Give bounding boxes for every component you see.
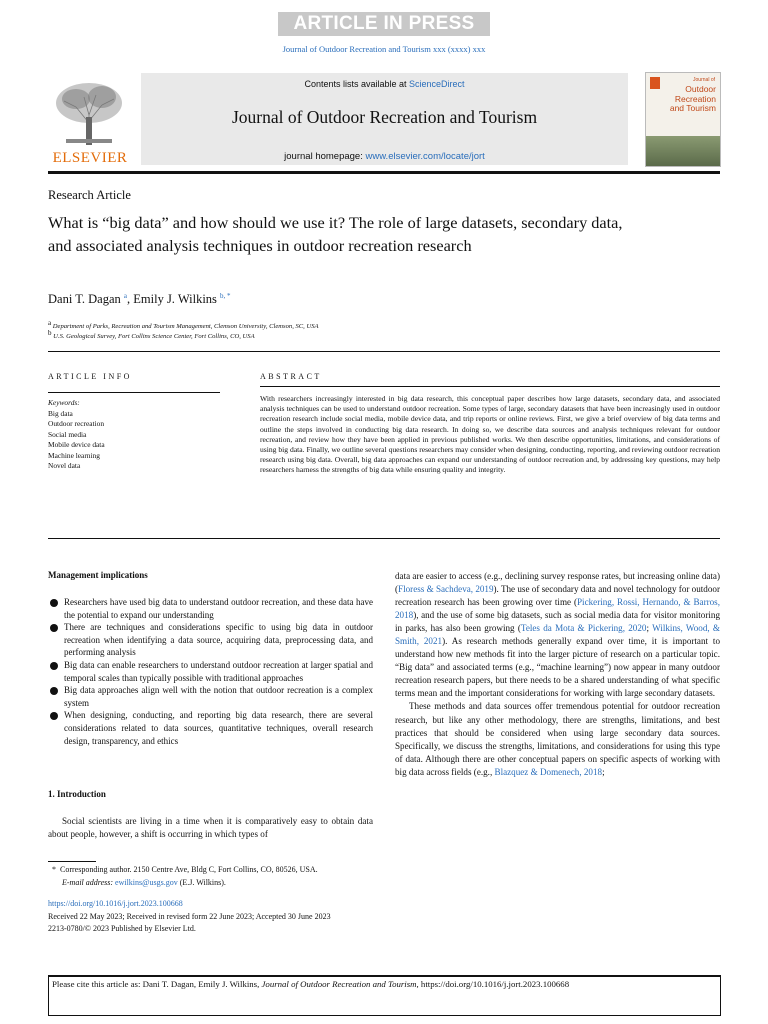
contents-line: Contents lists available at ScienceDirect <box>304 79 465 89</box>
keyword: Mobile device data <box>48 440 105 449</box>
author-affiliation-mark[interactable]: a <box>123 292 128 300</box>
bullet-icon <box>50 687 58 695</box>
reference-link[interactable]: Floress & Sachdeva, 2019 <box>398 584 494 595</box>
author-list: Dani T. Dagan $^a$, Emily J. Wilkins $^{b, *}$ <box>48 292 231 307</box>
article-info-heading: ARTICLE INFO <box>48 372 132 381</box>
article-title: What is “big data” and how should we use it? The role of large datasets, secondary data, and associated analysis techniques in outdoor recreation research <box>48 213 623 255</box>
affiliation: $^b$ U.S. Geological Survey, Fort Collins Science Center, Fort Collins, CO, USA <box>48 329 255 341</box>
publication-info <box>48 898 331 936</box>
affiliation: $^a$ Department of Parks, Recreation and Tourism Management, Clemson University, Clemson, SC, USA <box>48 319 319 331</box>
publisher-wordmark: ELSEVIER <box>52 150 128 166</box>
reference-link[interactable]: Wilkins, Wood, & Smith, 2021 <box>395 623 721 647</box>
introduction-paragraph: Social scientists are living in a time when it is comparatively easy to obtain data about people, however, a shift is occurring in which types of <box>48 816 373 840</box>
footnote-rule <box>48 861 96 862</box>
cover-line: Journal of <box>693 77 715 83</box>
body-paragraph: These methods and data sources offer tremendous potential for outdoor recreation research, but like any other methodology, there are strengths, limitations, and best practices that should be considered when using large secondary data sources. Specifically, we discuss the strengths, limitations, and considerations for using this type of data. Although there are other conceptual papers on specific aspects of working with big data across fields (e.g., Blazquez & Domenech, 2018; <box>395 701 720 777</box>
bullet-icon <box>50 662 58 670</box>
abstract-heading: ABSTRACT <box>260 372 322 381</box>
footnote: * Corresponding author. 2150 Centre Ave, Bldg C, Fort Collins, CO, 80526, USA. E-mail address: ewilkins@usgs.gov (E.J. Wilkins). <box>52 865 318 887</box>
keywords-label: Keywords: <box>48 398 80 407</box>
author-affiliation-mark[interactable]: b, * <box>220 292 231 300</box>
list-item: Big data approaches align well with the notion that outdoor recreation is a complex system <box>48 684 373 709</box>
journal-cover-thumbnail[interactable] <box>645 72 721 167</box>
body-right-column <box>395 570 720 779</box>
keyword: Novel data <box>48 461 81 470</box>
keyword: Machine learning <box>48 450 100 460</box>
bullet-icon <box>50 599 58 607</box>
cover-line: Recreation <box>674 93 716 104</box>
keywords-block <box>48 398 105 472</box>
management-implications-list <box>48 596 373 747</box>
history-dates: Received 22 May 2023; Received in revised form 22 June 2023; Accepted 30 June 2023 <box>48 911 331 921</box>
keyword: Big data <box>48 408 73 418</box>
reference-link[interactable]: Teles da Mota & Pickering, 2020 <box>520 623 647 634</box>
list-item: There are techniques and considerations specific to using big data in outdoor recreation when identifying a data source, acquiring data, preprocessing data, and performing analysis <box>48 621 373 659</box>
section-divider <box>48 538 720 539</box>
article-in-press-banner: ARTICLE IN PRESS <box>278 12 490 36</box>
reference-link[interactable]: Pickering, Rossi, Hernando, & Barros, 2018 <box>395 597 720 621</box>
cite-text: Please cite this article as: Dani T. Dagan, Emily J. Wilkins, Journal of Outdoor Recreation and Tourism, https://doi.org/10.1016/j.jort.2023.100668 <box>52 979 570 989</box>
introduction-heading: 1. Introduction <box>48 789 106 799</box>
author-name[interactable]: Emily J. Wilkins <box>133 292 217 307</box>
copyright: 2213-0780/© 2023 Published by Elsevier Ltd. <box>48 924 196 933</box>
list-item: Big data can enable researchers to understand outdoor recreation at larger spatial and temporal scales than typically possible with traditional approaches <box>48 659 373 684</box>
cover-logo-mark <box>650 77 660 89</box>
list-item: Researchers have used big data to understand outdoor recreation, and these data have the potential to expand our understanding <box>48 596 373 621</box>
homepage-link[interactable]: www.elsevier.com/locate/jort <box>365 151 485 162</box>
masthead-rule <box>48 171 720 174</box>
list-item: When designing, conducting, and reporting big data research, there are several considerations related to data sources, quantitative techniques, overall research design, transparency, and ethics <box>48 709 373 747</box>
journal-homepage: journal homepage: www.elsevier.com/locate/jort <box>284 151 485 162</box>
keyword: Outdoor recreation <box>48 419 105 428</box>
reference-link[interactable]: Blazquez & Domenech, 2018 <box>494 766 603 777</box>
abstract-text: With researchers increasingly interested in big data research, this conceptual paper describes how large datasets, secondary data, and associated analysis techniques can be used to understand outdoor recreation. Some types of large, secondary datasets that have been increasingly used in outdoor recreation research include social media, mobile device data, and trip reports or online reviews. First, we give a brief overview of big data terms and outline the steps involved in conducting big data research. In doing so, we describe data sources and analysis techniques relevant for outdoor recreation, and review how they have been applied in previous published works. We then describe opportunities, limitations, and considerations of using big data. Finally, we outline several questions researchers may consider when designing, conducting, reporting, and reviewing outdoor recreation research using big data. Overall, big data approaches can expand our understanding of outdoor recreation and, by addressing key questions, may help researchers harness the strengths of big data while ensuring quality and integrity. <box>260 394 720 475</box>
article-info-rule <box>48 392 220 393</box>
sciencedirect-link[interactable]: ScienceDirect <box>409 79 465 89</box>
abstract-rule <box>260 386 720 387</box>
journal-title: Journal of Outdoor Recreation and Tourism <box>231 107 538 127</box>
body-paragraph: data are easier to access (e.g., declining survey response rates, but increasing online data) (Floress & Sachdeva, 2019). The use of secondary data and novel technology for outdoor recreation research has been growing over time (Pickering, Rossi, Hernando, & Barros, 2018), and the use of some big datasets, such as social media data for visitor monitoring in parks, has also been growing (Teles da Mota & Pickering, 2020; Wilkins, Wood, & Smith, 2021). As research methods generally expand over time, it is important to understand how new methods fit into the larger picture of research on a particular topic. “Big data” and associated terms (e.g., “machine learning”) now appear in many outdoor recreation research papers, but there needs to be a shared understanding of what specific terms mean and the important considerations for working with large secondary datasets. <box>395 571 721 699</box>
running-citation[interactable]: Journal of Outdoor Recreation and Tourism xxx (xxxx) xxx <box>282 44 486 54</box>
management-implications-heading: Management implications <box>48 570 148 580</box>
bullet-icon <box>50 624 58 632</box>
keyword: Social media <box>48 429 87 439</box>
article-type: Research Article <box>48 188 131 202</box>
bullet-icon <box>50 712 58 720</box>
author-name[interactable]: Dani T. Dagan <box>48 292 121 307</box>
cover-line: and Tourism <box>669 103 716 113</box>
doi-link[interactable]: https://doi.org/10.1016/j.jort.2023.100668 <box>48 899 183 908</box>
cover-line: Outdoor <box>685 84 716 94</box>
email-link[interactable]: ewilkins@usgs.gov <box>115 877 178 887</box>
section-divider <box>48 351 720 352</box>
cover-photo <box>646 136 720 166</box>
